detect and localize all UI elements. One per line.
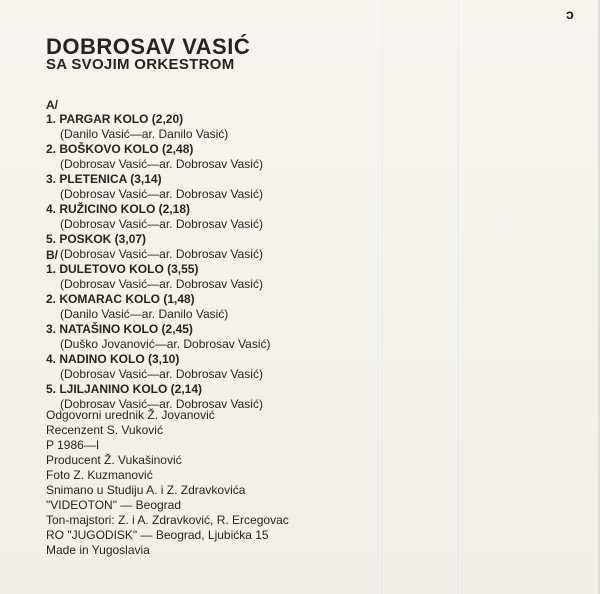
artist-title: DOBROSAV VASIĆ <box>46 34 251 59</box>
side-b-label: B/ <box>46 248 58 262</box>
track-item <box>46 202 263 232</box>
track-credit: (Dobrosav Vasić—ar. Dobrosav Vasić) <box>60 367 263 381</box>
track-credit: (Dobrosav Vasić—ar. Dobrosav Vasić) <box>60 157 263 171</box>
track-title: 2. KOMARAC KOLO (1,48) <box>46 292 195 306</box>
track-title: 3. PLETENICA (3,14) <box>46 172 162 186</box>
track-title: 5. POSKOK (3,07) <box>46 232 147 246</box>
track-item <box>46 322 271 352</box>
track-credit: (Dobrosav Vasić—ar. Dobrosav Vasić) <box>60 187 263 201</box>
credit-line: P 1986—I <box>46 438 100 452</box>
corner-mark: ɔ <box>566 6 574 22</box>
credit-line: "VIDEOTON" — Beograd <box>46 498 182 512</box>
credit-line: Foto Z. Kuzmanović <box>46 468 153 482</box>
side-a-tracklist <box>46 112 263 262</box>
track-item <box>46 292 271 322</box>
track-item <box>46 352 271 382</box>
track-title: 1. PARGAR KOLO (2,20) <box>46 112 184 126</box>
track-title: 3. NATAŠINO KOLO (2,45) <box>46 322 193 336</box>
track-credit: (Danilo Vasić—ar. Danilo Vasić) <box>60 127 229 141</box>
track-item <box>46 232 263 262</box>
side-b-tracklist <box>46 262 271 412</box>
track-title: 4. NADINO KOLO (3,10) <box>46 352 180 366</box>
side-a-label: A/ <box>46 98 58 112</box>
track-title: 1. DULETOVO KOLO (3,55) <box>46 262 199 276</box>
fold-line <box>458 0 460 594</box>
fold-line <box>382 0 384 594</box>
track-credit: (Dobrosav Vasić—ar. Dobrosav Vasić) <box>60 247 263 261</box>
track-credit: (Danilo Vasić—ar. Danilo Vasić) <box>60 307 229 321</box>
production-credits <box>46 408 289 558</box>
credit-line: Producent Ž. Vukašinović <box>46 453 182 467</box>
track-credit: (Dobrosav Vasić—ar. Dobrosav Vasić) <box>60 397 263 411</box>
track-credit: (Duško Jovanović—ar. Dobrosav Vasić) <box>60 337 271 351</box>
credit-line: Recenzent S. Vuković <box>46 423 163 437</box>
track-item <box>46 112 263 142</box>
track-item <box>46 172 263 202</box>
credit-line: Ton-majstori: Z. i A. Zdravković, R. Ercegovac <box>46 513 289 527</box>
track-item <box>46 142 263 172</box>
track-title: 2. BOŠKOVO KOLO (2,48) <box>46 142 194 156</box>
track-item <box>46 262 271 292</box>
track-title: 5. LJILJANINO KOLO (2,14) <box>46 382 203 396</box>
credit-line: Snimano u Studiju A. i Z. Zdravkovića <box>46 483 246 497</box>
track-credit: (Dobrosav Vasić—ar. Dobrosav Vasić) <box>60 277 263 291</box>
orchestra-subtitle: SA SVOJIM ORKESTROM <box>46 56 235 73</box>
track-credit: (Dobrosav Vasić—ar. Dobrosav Vasić) <box>60 217 263 231</box>
credit-line: Odgovorni urednik Ž. Jovanović <box>46 408 215 422</box>
track-title: 4. RUŽICINO KOLO (2,18) <box>46 202 191 216</box>
credit-line: Made in Yugoslavia <box>46 543 150 557</box>
credit-line: RO "JUGODISK" — Beograd, Ljubićka 15 <box>46 528 269 542</box>
